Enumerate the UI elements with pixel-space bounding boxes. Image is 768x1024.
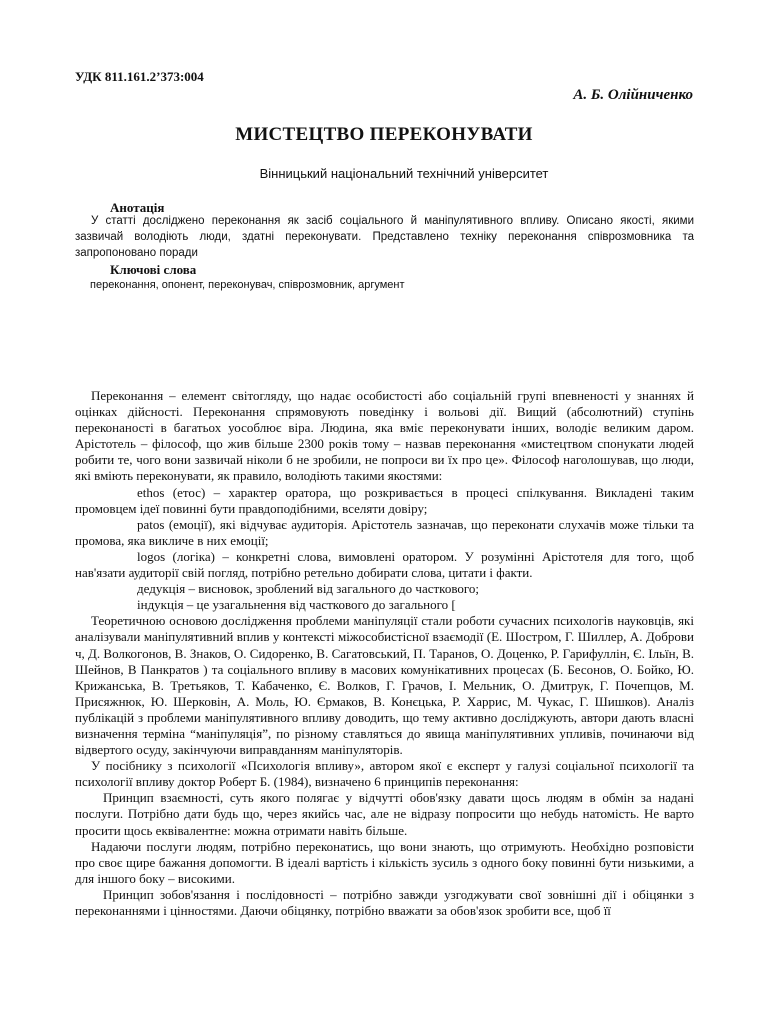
logos-paragraph: logos (логіка) – конкретні слова, вимовлені оратором. У розумінні Арістотеля для того, щоб нав'язати аудиторії свій погляд, потрібно ретельно добирати слова, цитати і факти. <box>75 548 694 581</box>
pathos-paragraph: patos (емоції), які відчуває аудиторія. Арістотель зазначав, що переконати слухачів може тільки та промова, яка викличе в них емоції; <box>75 516 694 548</box>
body-paragraph-2: Теоретичною основою дослідження проблеми маніпуляції стали роботи сучасних психологів науковців, які аналізували маніпулятивний вплив у контексті міжособистісної взаємодії (Е. Шостром, Г. Шиллер, А. Доброви ч, Д. Волкогонов, В. Знаков, О. Сидоренко, В. Сагатовський, П. Таранов, О. Доценко, Р. Гарифуллін, Є. Ільїн, В. Шейнов, В Панкратов ) та соціального впливу в масових комунікативних процесах (Б. Бесонов, О. Бойко, Ю. Крижанська, В. Третьяков, Т. Кабаченко, Є. Волков, Г. Грачов, І. Мельник, О. Дмитрук, Г. Почепцов, М. Присяжнюк, Ю. Шерковін, А. Моль, Ю. Єрмаков, В. Конєцька, Р. Харрис, М. Чукас, Г. Шишков). Аналіз публікацій з проблеми маніпулятивного впливу доводить, що тему активно досліджують, автори дають власні визначення терміна “маніпуляція”, по різному ставляться до явища маніпулятивних упливів, починаючи від відвертого осуду, закінчуючи виправданням маніпуляторів. <box>75 613 694 758</box>
paper-title: МИСТЕЦТВО ПЕРЕКОНУВАТИ <box>235 124 533 145</box>
induction-line: індукція – це узагальнення від часткового до загального [ <box>137 597 456 613</box>
author-name: А. Б. Олійниченко <box>573 87 693 103</box>
abstract-text <box>75 213 694 261</box>
deduction-line: дедукція – висновок, зроблений від загального до часткового; <box>137 581 479 597</box>
keywords-heading: Ключові слова <box>110 262 197 277</box>
udk-code: УДК 811.161.2’373:004 <box>75 69 204 84</box>
commitment-paragraph: Принцип зобов'язання і послідовності – потрібно завжди узгоджувати свої зовнішні дії і обіцянки з переконаннями і цінностями. Даючи обіцянку, потрібно вважати за обов'язок зробити все, щоб її <box>75 886 694 918</box>
reciprocity-paragraph: Принцип взаємності, суть якого полягає у відчутті обов'язку давати щось людям в обмін за надані послуги. Потрібно дати будь що, через якийсь час, але не відразу попросити що небудь натомість. Не варто просити щось еквівалентне: можна отримати навіть більше. <box>75 790 694 838</box>
abstract-heading: Анотація <box>110 200 165 215</box>
ethos-paragraph: ethos (етос) – характер оратора, що розкривається в процесі спілкування. Викладені таким промовцем ідеї повинні бути правдоподібними, вселяти довіру; <box>75 484 694 516</box>
main-body <box>75 388 694 919</box>
body-paragraph-3: У посібнику з психології «Психологія впливу», автором якої є експерт у галузі соціальної психології та психології впливу доктор Роберт Б. (1984), визначено 6 принципів переконання: <box>75 758 694 790</box>
body-paragraph-1: Переконання – елемент світогляду, що надає особистості або соціальній групі впевненості у знаннях й оцінках дійсності. Переконання спрямовують поведінку і вольові дії. Вищий (абсолютний) ступінь переконаності в багатьох уособлює віра. Людина, яка вміє переконувати інших, володіє великим даром. Арістотель – філософ, що жив більше 2300 років тому – назвав переконання «мистецтвом спонукати людей робити те, чого вони зазвичай ніколи б не зробили, не попроси ви їх про це». Філософ наголошував, що люди, які вміють переконувати, як правило, володіють такими якостями: <box>75 388 694 484</box>
body-paragraph-5: Надаючи послуги людям, потрібно переконатись, що вони знають, що отримують. Необхідно розповісти про своє щире бажання допомогти. В ідеалі вартість і кількість зусиль з одного боку повинні бути низькими, а для іншого боку – високими. <box>75 838 694 886</box>
affiliation: Вінницький національний технічний університет <box>259 166 549 181</box>
abstract-paragraph: У статті досліджено переконання як засіб соціального й маніпулятивного впливу. Описано якості, якими зазвичай володіють люди, здатні переконувати. Представлено техніку переконання співрозмовника та запропоновано поради <box>75 215 694 259</box>
keywords-text: переконання, опонент, переконувач, співрозмовник, аргумент <box>90 279 405 291</box>
